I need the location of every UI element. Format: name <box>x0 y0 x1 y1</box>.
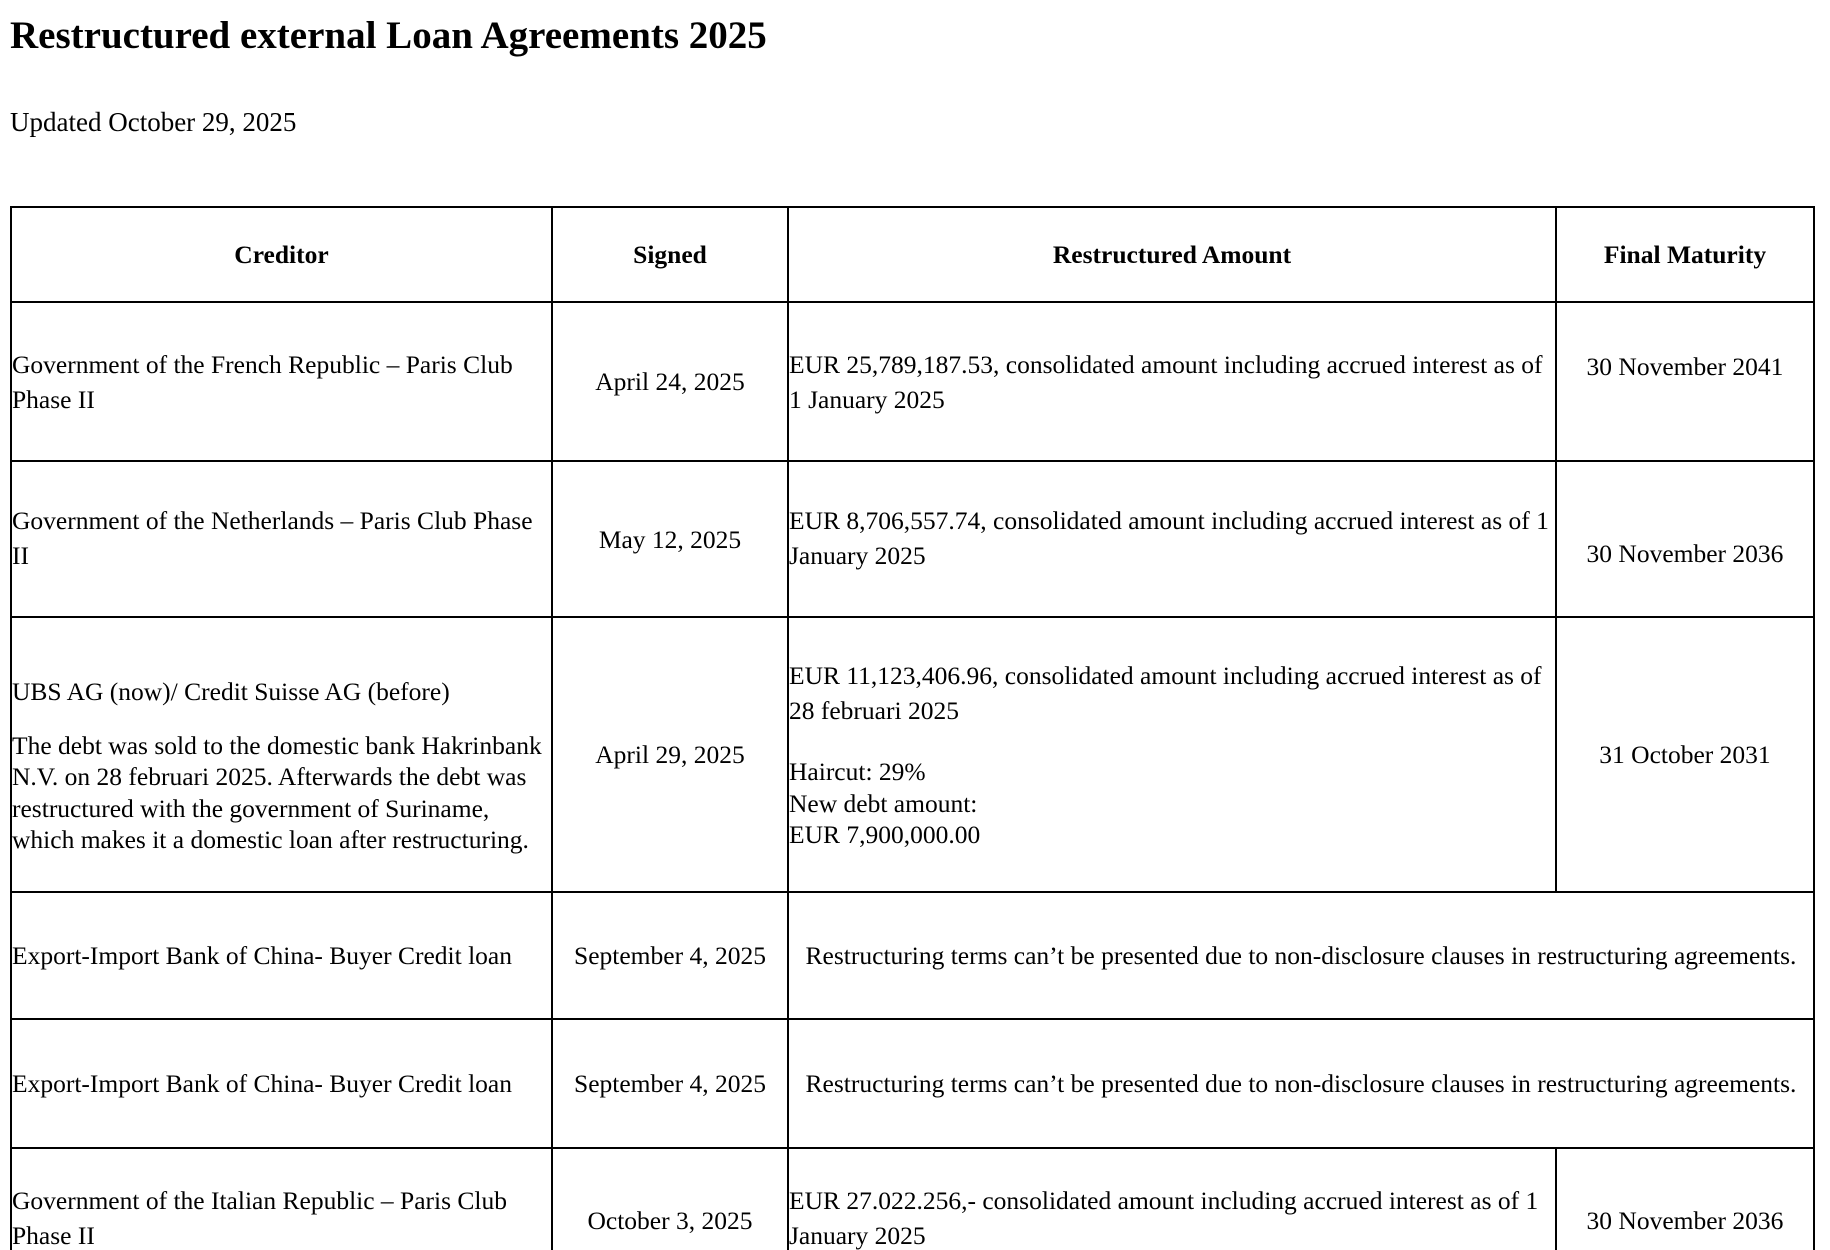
amount-cell <box>788 617 1556 892</box>
creditor-cell: Export-Import Bank of China- Buyer Credit loan <box>11 892 552 1019</box>
creditor-cell: Export-Import Bank of China- Buyer Credit loan <box>11 1019 552 1148</box>
new-debt-label: New debt amount: <box>789 788 978 818</box>
nondisclosure-cell: Restructuring terms can’t be presented due to non-disclosure clauses in restructuring agreements. <box>788 1019 1814 1148</box>
haircut-text: Haircut: 29% <box>789 757 926 787</box>
creditor-name: UBS AG (now)/ Credit Suisse AG (before) <box>12 676 450 706</box>
header-creditor: Creditor <box>11 207 552 302</box>
amount-cell: EUR 27.022.256,- consolidated amount including accrued interest as of 1 January 2025 <box>788 1148 1556 1250</box>
amount-haircut-block <box>789 756 1555 851</box>
creditor-cell <box>11 617 552 892</box>
nondisclosure-cell: Restructuring terms can’t be presented due to non-disclosure clauses in restructuring agreements. <box>788 892 1814 1019</box>
table-row <box>11 1019 1814 1148</box>
table-row <box>11 617 1814 892</box>
updated-date: Updated October 29, 2025 <box>10 107 297 137</box>
maturity-cell: 31 October 2031 <box>1556 617 1814 892</box>
creditor-cell: Government of the French Republic – Paris Club Phase II <box>11 302 552 461</box>
signed-cell: October 3, 2025 <box>552 1148 788 1250</box>
creditor-cell: Government of the Italian Republic – Paris Club Phase II <box>11 1148 552 1250</box>
page-title: Restructured external Loan Agreements 2025 <box>10 14 767 57</box>
signed-cell: May 12, 2025 <box>552 461 788 617</box>
new-debt-amount: EUR 7,900,000.00 <box>789 820 981 850</box>
loan-agreements-table <box>10 206 1815 1250</box>
amount-cell: EUR 8,706,557.74, consolidated amount including accrued interest as of 1 January 2025 <box>788 461 1556 617</box>
creditor-note: The debt was sold to the domestic bank Hakrinbank N.V. on 28 februari 2025. Afterwards the debt was restructured with the government of Suriname, which makes it a domestic loan after restructuring. <box>12 730 542 854</box>
table-row <box>11 892 1814 1019</box>
signed-cell: April 29, 2025 <box>552 617 788 892</box>
header-final-maturity: Final Maturity <box>1556 207 1814 302</box>
creditor-cell: Government of the Netherlands – Paris Club Phase II <box>11 461 552 617</box>
maturity-cell: 30 November 2036 <box>1556 461 1814 617</box>
amount-consolidated: EUR 11,123,406.96, consolidated amount including accrued interest as of 28 februari 2025 <box>789 661 1542 726</box>
header-restructured-amount: Restructured Amount <box>788 207 1556 302</box>
maturity-cell: 30 November 2036 <box>1556 1148 1814 1250</box>
table-header-row <box>11 207 1814 302</box>
signed-cell: September 4, 2025 <box>552 892 788 1019</box>
amount-cell: EUR 25,789,187.53, consolidated amount including accrued interest as of 1 January 2025 <box>788 302 1556 461</box>
signed-cell: September 4, 2025 <box>552 1019 788 1148</box>
signed-cell: April 24, 2025 <box>552 302 788 461</box>
maturity-cell: 30 November 2041 <box>1556 302 1814 461</box>
table-row <box>11 1148 1814 1250</box>
table-row <box>11 461 1814 617</box>
table-row <box>11 302 1814 461</box>
header-signed: Signed <box>552 207 788 302</box>
